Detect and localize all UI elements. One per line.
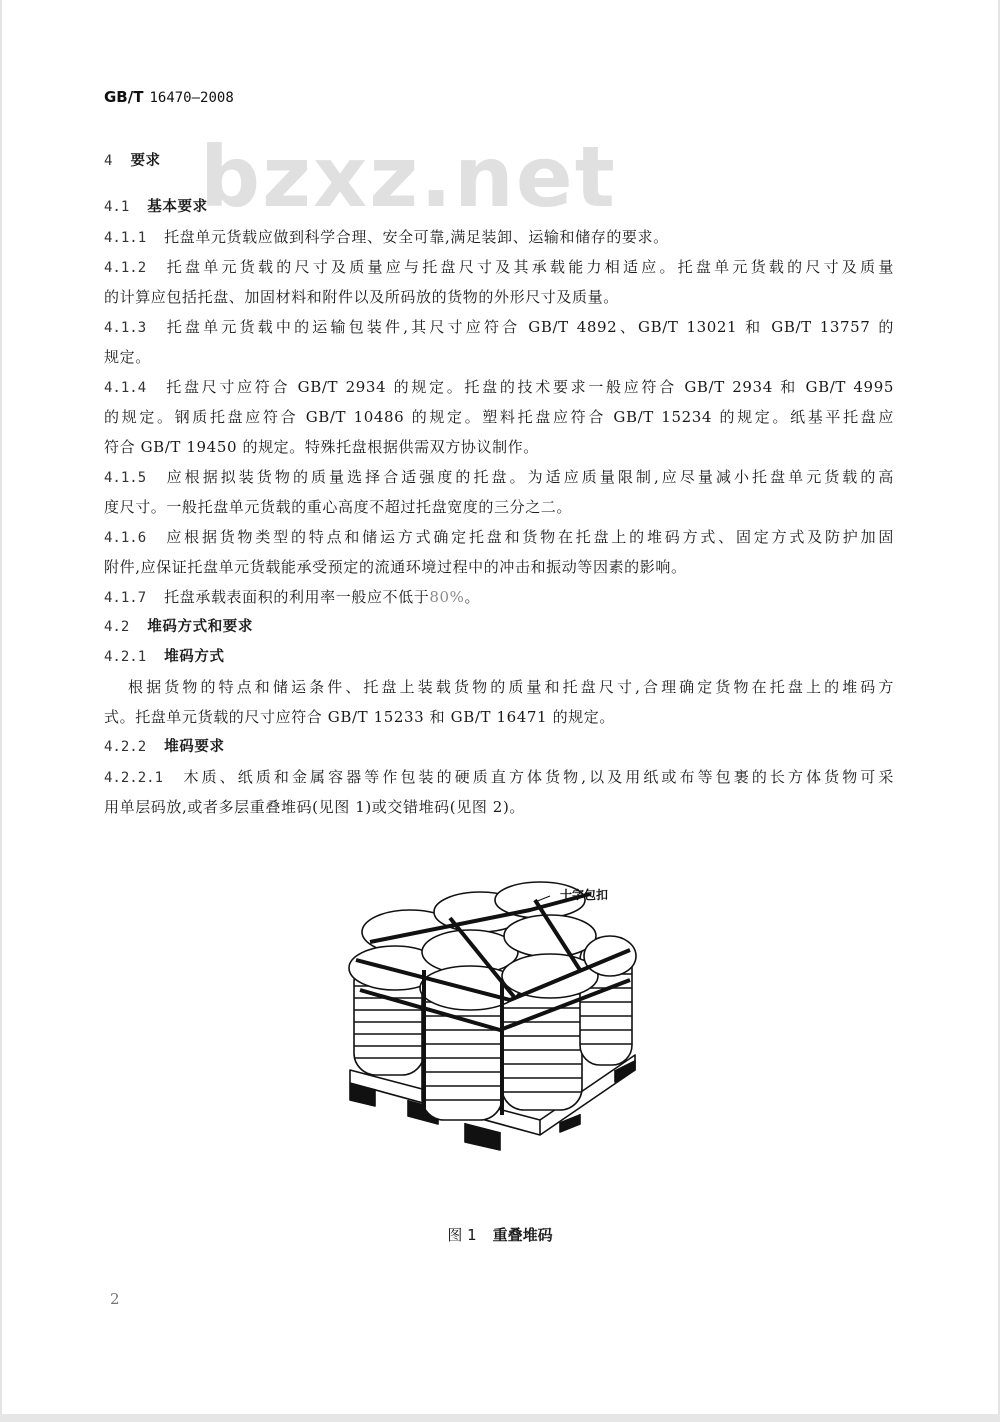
section-title: 堆码方式和要求	[147, 619, 253, 635]
standard-header	[104, 88, 234, 106]
figure-callout-label: 十字包扣	[560, 888, 609, 902]
section-title: 基本要求	[147, 199, 208, 215]
paragraph-4-2-1-line1: 根据货物的特点和储运条件、托盘上装载货物的质量和托盘尺寸,合理确定货物在托盘上的堆码方	[128, 678, 894, 696]
figure-1-caption	[0, 1224, 1000, 1245]
clause-4-2-2-1-line1	[104, 763, 894, 792]
section-number: 4.2.1	[104, 649, 147, 665]
section-title: 堆码要求	[164, 739, 225, 755]
clause-text: 木质、纸质和金属容器等作包装的硬质直方体货物,以及用纸或布等包裹的长方体货物可采	[181, 768, 894, 786]
clause-end: 。	[464, 588, 481, 606]
clause-number: 4.1.1	[104, 230, 147, 246]
clause-4-1-2-line1	[104, 253, 894, 282]
section-4-2-2-heading	[104, 733, 894, 761]
watermark: bzxz.net	[200, 128, 617, 226]
clause-4-1-5-line1	[104, 463, 894, 492]
clause-number: 4.1.7	[104, 590, 147, 606]
figure-number: 图 1	[447, 1226, 477, 1244]
clause-4-1-4-line2: 的规定。钢质托盘应符合 GB/T 10486 的规定。塑料托盘应符合 GB/T 15234 的规定。纸基平托盘应	[104, 408, 894, 426]
clause-4-1-4-line3: 符合 GB/T 19450 的规定。特殊托盘根据供需双方协议制作。	[104, 438, 539, 456]
section-4-1-heading	[104, 193, 894, 221]
utilization-value: 80%	[429, 588, 465, 606]
clause-number: 4.1.4	[104, 380, 147, 396]
page-edge-left	[0, 0, 2, 1422]
clause-4-1-3-line2: 规定。	[104, 348, 151, 366]
clause-text: 应根据拟装货物的质量选择合适强度的托盘。为适应质量限制,应尽量减小托盘单元货载的高	[164, 468, 894, 486]
page-edge-bottom	[0, 1414, 1000, 1422]
section-title: 堆码方式	[164, 649, 225, 665]
pallet-block-front	[465, 1123, 500, 1150]
section-4-2-1-heading	[104, 643, 894, 671]
clause-4-1-6-line1	[104, 523, 894, 552]
page-number: 2	[110, 1290, 120, 1308]
clause-text: 托盘单元货载中的运输包装件,其尺寸应符合 GB/T 4892、GB/T 13021 和 GB/T 13757 的	[164, 318, 894, 336]
section-4-heading	[104, 147, 894, 175]
clause-number: 4.2.2.1	[104, 770, 164, 786]
clause-text: 托盘尺寸应符合 GB/T 2934 的规定。托盘的技术要求一般应符合 GB/T 2934 和 GB/T 4995	[164, 378, 894, 396]
paragraph-4-2-1-line2: 式。托盘单元货载的尺寸应符合 GB/T 15233 和 GB/T 16471 的规定。	[104, 708, 615, 726]
clause-4-1-5-line2: 度尺寸。一般托盘单元货载的重心高度不超过托盘宽度的三分之二。	[104, 498, 573, 516]
clause-number: 4.1.3	[104, 320, 147, 336]
clause-4-1-2-line2: 的计算应包括托盘、加固材料和附件以及所码放的货物的外形尺寸及质量。	[104, 288, 619, 306]
pallet-stack-drawing	[330, 870, 670, 1170]
clause-4-1-3-line1	[104, 313, 894, 342]
section-number: 4	[104, 153, 113, 169]
figure-1-pallet-illustration	[330, 870, 670, 1170]
clause-number: 4.1.2	[104, 260, 147, 276]
standard-number: 16470—2008	[149, 90, 234, 106]
clause-4-1-7	[104, 583, 894, 612]
standard-code: GB/T	[104, 88, 144, 106]
section-number: 4.2	[104, 619, 130, 635]
clause-text: 托盘承载表面积的利用率一般应不低于	[164, 588, 430, 606]
clause-text: 托盘单元货载的尺寸及质量应与托盘尺寸及其承载能力相适应。托盘单元货载的尺寸及质量	[164, 258, 894, 276]
clause-text: 托盘单元货载应做到科学合理、安全可靠,满足装卸、运输和储存的要求。	[164, 228, 669, 246]
section-number: 4.2.2	[104, 739, 147, 755]
clause-number: 4.1.6	[104, 530, 147, 546]
section-4-2-heading	[104, 613, 894, 641]
clause-4-2-2-1-line2: 用单层码放,或者多层重叠堆码(见图 1)或交错堆码(见图 2)。	[104, 798, 526, 816]
clause-text: 应根据货物类型的特点和储运方式确定托盘和货物在托盘上的堆码方式、固定方式及防护加固	[164, 528, 894, 546]
section-title: 要求	[130, 153, 161, 169]
clause-4-1-1	[104, 223, 894, 252]
clause-4-1-6-line2: 附件,应保证托盘单元货载能承受预定的流通环境过程中的冲击和振动等因素的影响。	[104, 558, 687, 576]
clause-number: 4.1.5	[104, 470, 147, 486]
figure-title: 重叠堆码	[492, 1226, 553, 1244]
clause-4-1-4-line1	[104, 373, 894, 402]
section-number: 4.1	[104, 199, 130, 215]
